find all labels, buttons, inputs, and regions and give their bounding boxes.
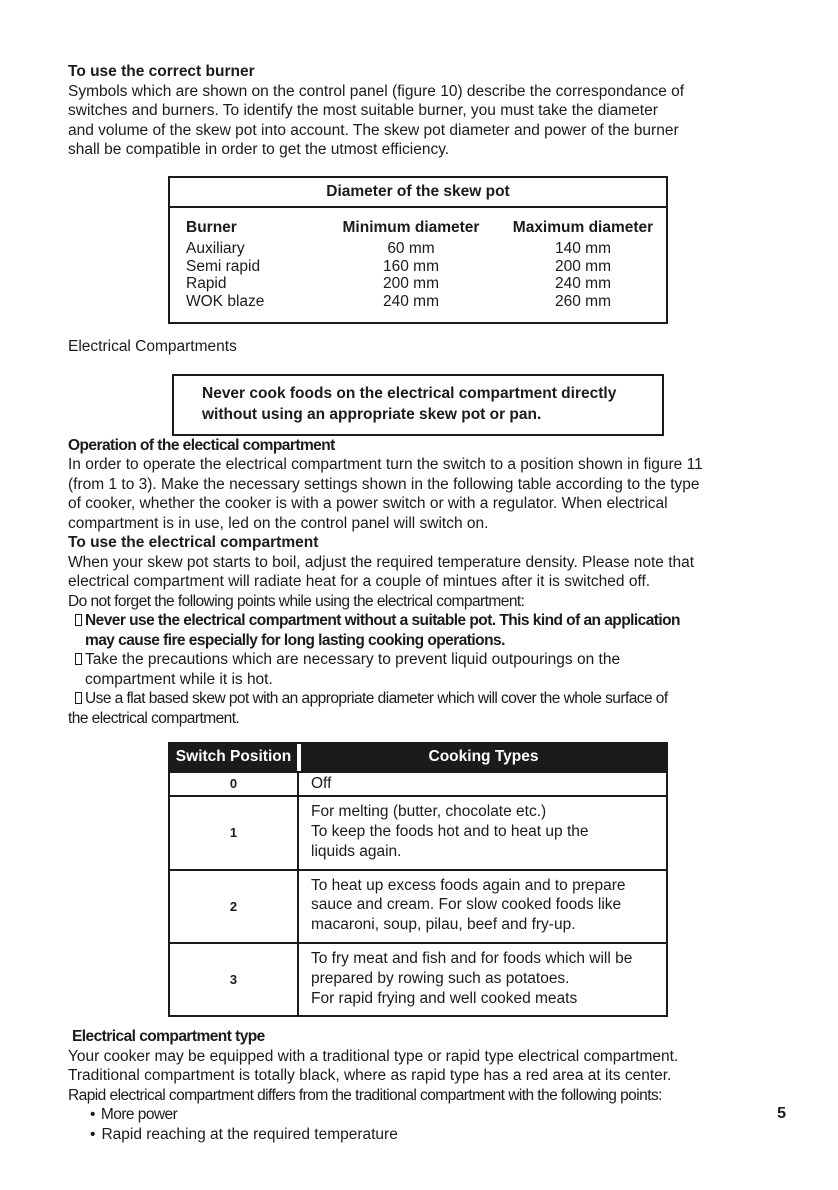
- min-diameter-value: 60 mm: [387, 240, 435, 257]
- text-line: When your skew pot starts to boil, adjust the required temperature density. Please note that: [68, 553, 695, 571]
- text-line: liquids again.: [311, 842, 402, 860]
- text-line: Rapid electrical compartment differs from the traditional compartment with the following points:: [68, 1086, 662, 1104]
- list-item: [68, 611, 780, 631]
- max-diameter-value: 240 mm: [555, 275, 611, 292]
- use-paragraph: [68, 553, 780, 612]
- type-paragraph: [68, 1047, 780, 1145]
- text-line: switches and burners. To identify the most suitable burner, you must take the diameter: [68, 102, 658, 119]
- text-line: sauce and cream. For slow cooked foods like: [311, 896, 622, 914]
- table-row: [170, 942, 666, 1015]
- text-line: For melting (butter, chocolate etc.): [311, 803, 547, 821]
- diameter-table-header-row: [170, 218, 666, 237]
- text-line: compartment is in use, led on the control panel will switch on.: [68, 514, 489, 532]
- switch-position-value: 2: [170, 871, 299, 942]
- table-row: [170, 771, 666, 796]
- text-line: Your cooker may be equipped with a traditional type or rapid type electrical compartment.: [68, 1047, 679, 1065]
- min-diameter-value: 240 mm: [383, 292, 439, 310]
- list-item-continuation: compartment while it is hot.: [85, 670, 273, 688]
- text-line: of cooker, whether the cooker is with a power switch or with a regulator. When electrical: [68, 495, 668, 512]
- electrical-compartments-label: Electrical Compartments: [68, 338, 237, 355]
- table-row: [170, 795, 666, 868]
- text-line: Symbols which are shown on the control panel (figure 10) describe the correspondance of: [68, 82, 685, 100]
- section-heading-operation: Operation of the electical compartment: [68, 436, 335, 454]
- min-diameter-value: 160 mm: [383, 257, 439, 275]
- switch-position-value: 0: [170, 773, 299, 796]
- column-header-min-diameter: Minimum diameter: [342, 219, 480, 236]
- list-item: • More power: [68, 1105, 780, 1125]
- warning-line: Never cook foods on the electrical compartment directly: [202, 384, 617, 402]
- table-row: [170, 240, 666, 258]
- list-item: • Rapid reaching at the required temperature: [68, 1125, 780, 1145]
- min-diameter-value: 200 mm: [383, 275, 439, 292]
- diameter-table: [168, 176, 668, 325]
- square-bullet-icon: [75, 614, 82, 626]
- text-line: To keep the foods hot and to heat up the: [311, 823, 589, 841]
- switch-table-header-row: [170, 744, 666, 771]
- list-item: [68, 689, 780, 709]
- max-diameter-value: 140 mm: [555, 240, 611, 257]
- column-header-burner: Burner: [186, 219, 237, 236]
- burner-name: Rapid: [186, 275, 227, 292]
- cooking-type-cell: [299, 773, 666, 796]
- text-line: Do not forget the following points while using the electrical compartment:: [68, 592, 525, 610]
- diameter-table-body: [170, 208, 666, 322]
- column-header-switch-position: Switch Position: [170, 744, 297, 771]
- section-heading-compartment-type: Electrical compartment type: [72, 1028, 265, 1046]
- section-heading-correct-burner: To use the correct burner: [68, 63, 255, 80]
- cooking-type-cell: [299, 944, 666, 1015]
- max-diameter-value: 260 mm: [555, 292, 611, 310]
- text-line: For rapid frying and well cooked meats: [311, 989, 578, 1007]
- text-line: Traditional compartment is totally black, where as rapid type has a red area at its center.: [68, 1067, 672, 1085]
- warning-line: without using an appropriate skew pot or pan.: [202, 405, 542, 423]
- list-item-continuation: may cause fire especially for long lasting cooking operations.: [85, 631, 505, 649]
- list-item-text: Never use the electrical compartment without a suitable pot. This kind of an application: [85, 612, 680, 629]
- text-line: and volume of the skew pot into account. The skew pot diameter and power of the burner: [68, 121, 679, 139]
- text-line: shall be compatible in order to get the utmost efficiency.: [68, 141, 450, 158]
- list-item-text: Take the precautions which are necessary to prevent liquid outpourings on the: [85, 651, 621, 668]
- text-line: Off: [311, 774, 332, 792]
- precaution-list: [68, 611, 780, 728]
- square-bullet-icon: [75, 692, 82, 704]
- list-item-text: Use a flat based skew pot with an appropriate diameter which will cover the whole surface of: [85, 690, 668, 707]
- list-item-continuation: the electrical compartment.: [68, 709, 240, 727]
- text-line: In order to operate the electrical compartment turn the switch to a position shown in figure 11: [68, 456, 703, 473]
- column-header-cooking-types: Cooking Types: [301, 744, 666, 771]
- text-line: macaroni, soup, pilau, beef and fry-up.: [311, 916, 576, 934]
- table-row: [170, 275, 666, 293]
- text-line: prepared by rowing such as potatoes.: [311, 969, 570, 987]
- burner-paragraph: [68, 82, 780, 160]
- operation-paragraph: [68, 455, 780, 533]
- cooking-type-cell: [299, 871, 666, 942]
- column-header-max-diameter: Maximum diameter: [512, 219, 654, 236]
- cooking-type-cell: [299, 797, 666, 868]
- text-line: To fry meat and fish and for foods which will be: [311, 950, 633, 968]
- text-line: electrical compartment will radiate heat for a couple of mintues after it is switched off.: [68, 573, 651, 590]
- text-line: (from 1 to 3). Make the necessary settings shown in the following table according to the type: [68, 475, 700, 493]
- diameter-table-title: Diameter of the skew pot: [170, 178, 666, 209]
- max-diameter-value: 200 mm: [555, 257, 611, 275]
- list-item: [68, 650, 780, 670]
- text-line: To heat up excess foods again and to prepare: [311, 876, 626, 894]
- page-number: 5: [777, 1105, 786, 1122]
- section-heading-use-compartment: To use the electrical compartment: [68, 534, 319, 551]
- table-row: [170, 293, 666, 311]
- switch-position-table: [168, 742, 668, 1017]
- switch-position-value: 1: [170, 797, 299, 868]
- switch-position-value: 3: [170, 944, 299, 1015]
- square-bullet-icon: [75, 653, 82, 665]
- burner-name: Semi rapid: [186, 257, 261, 275]
- table-row: [170, 869, 666, 942]
- burner-name: WOK blaze: [186, 292, 265, 310]
- warning-box: [172, 374, 664, 436]
- burner-name: Auxiliary: [186, 240, 245, 257]
- table-row: [170, 258, 666, 276]
